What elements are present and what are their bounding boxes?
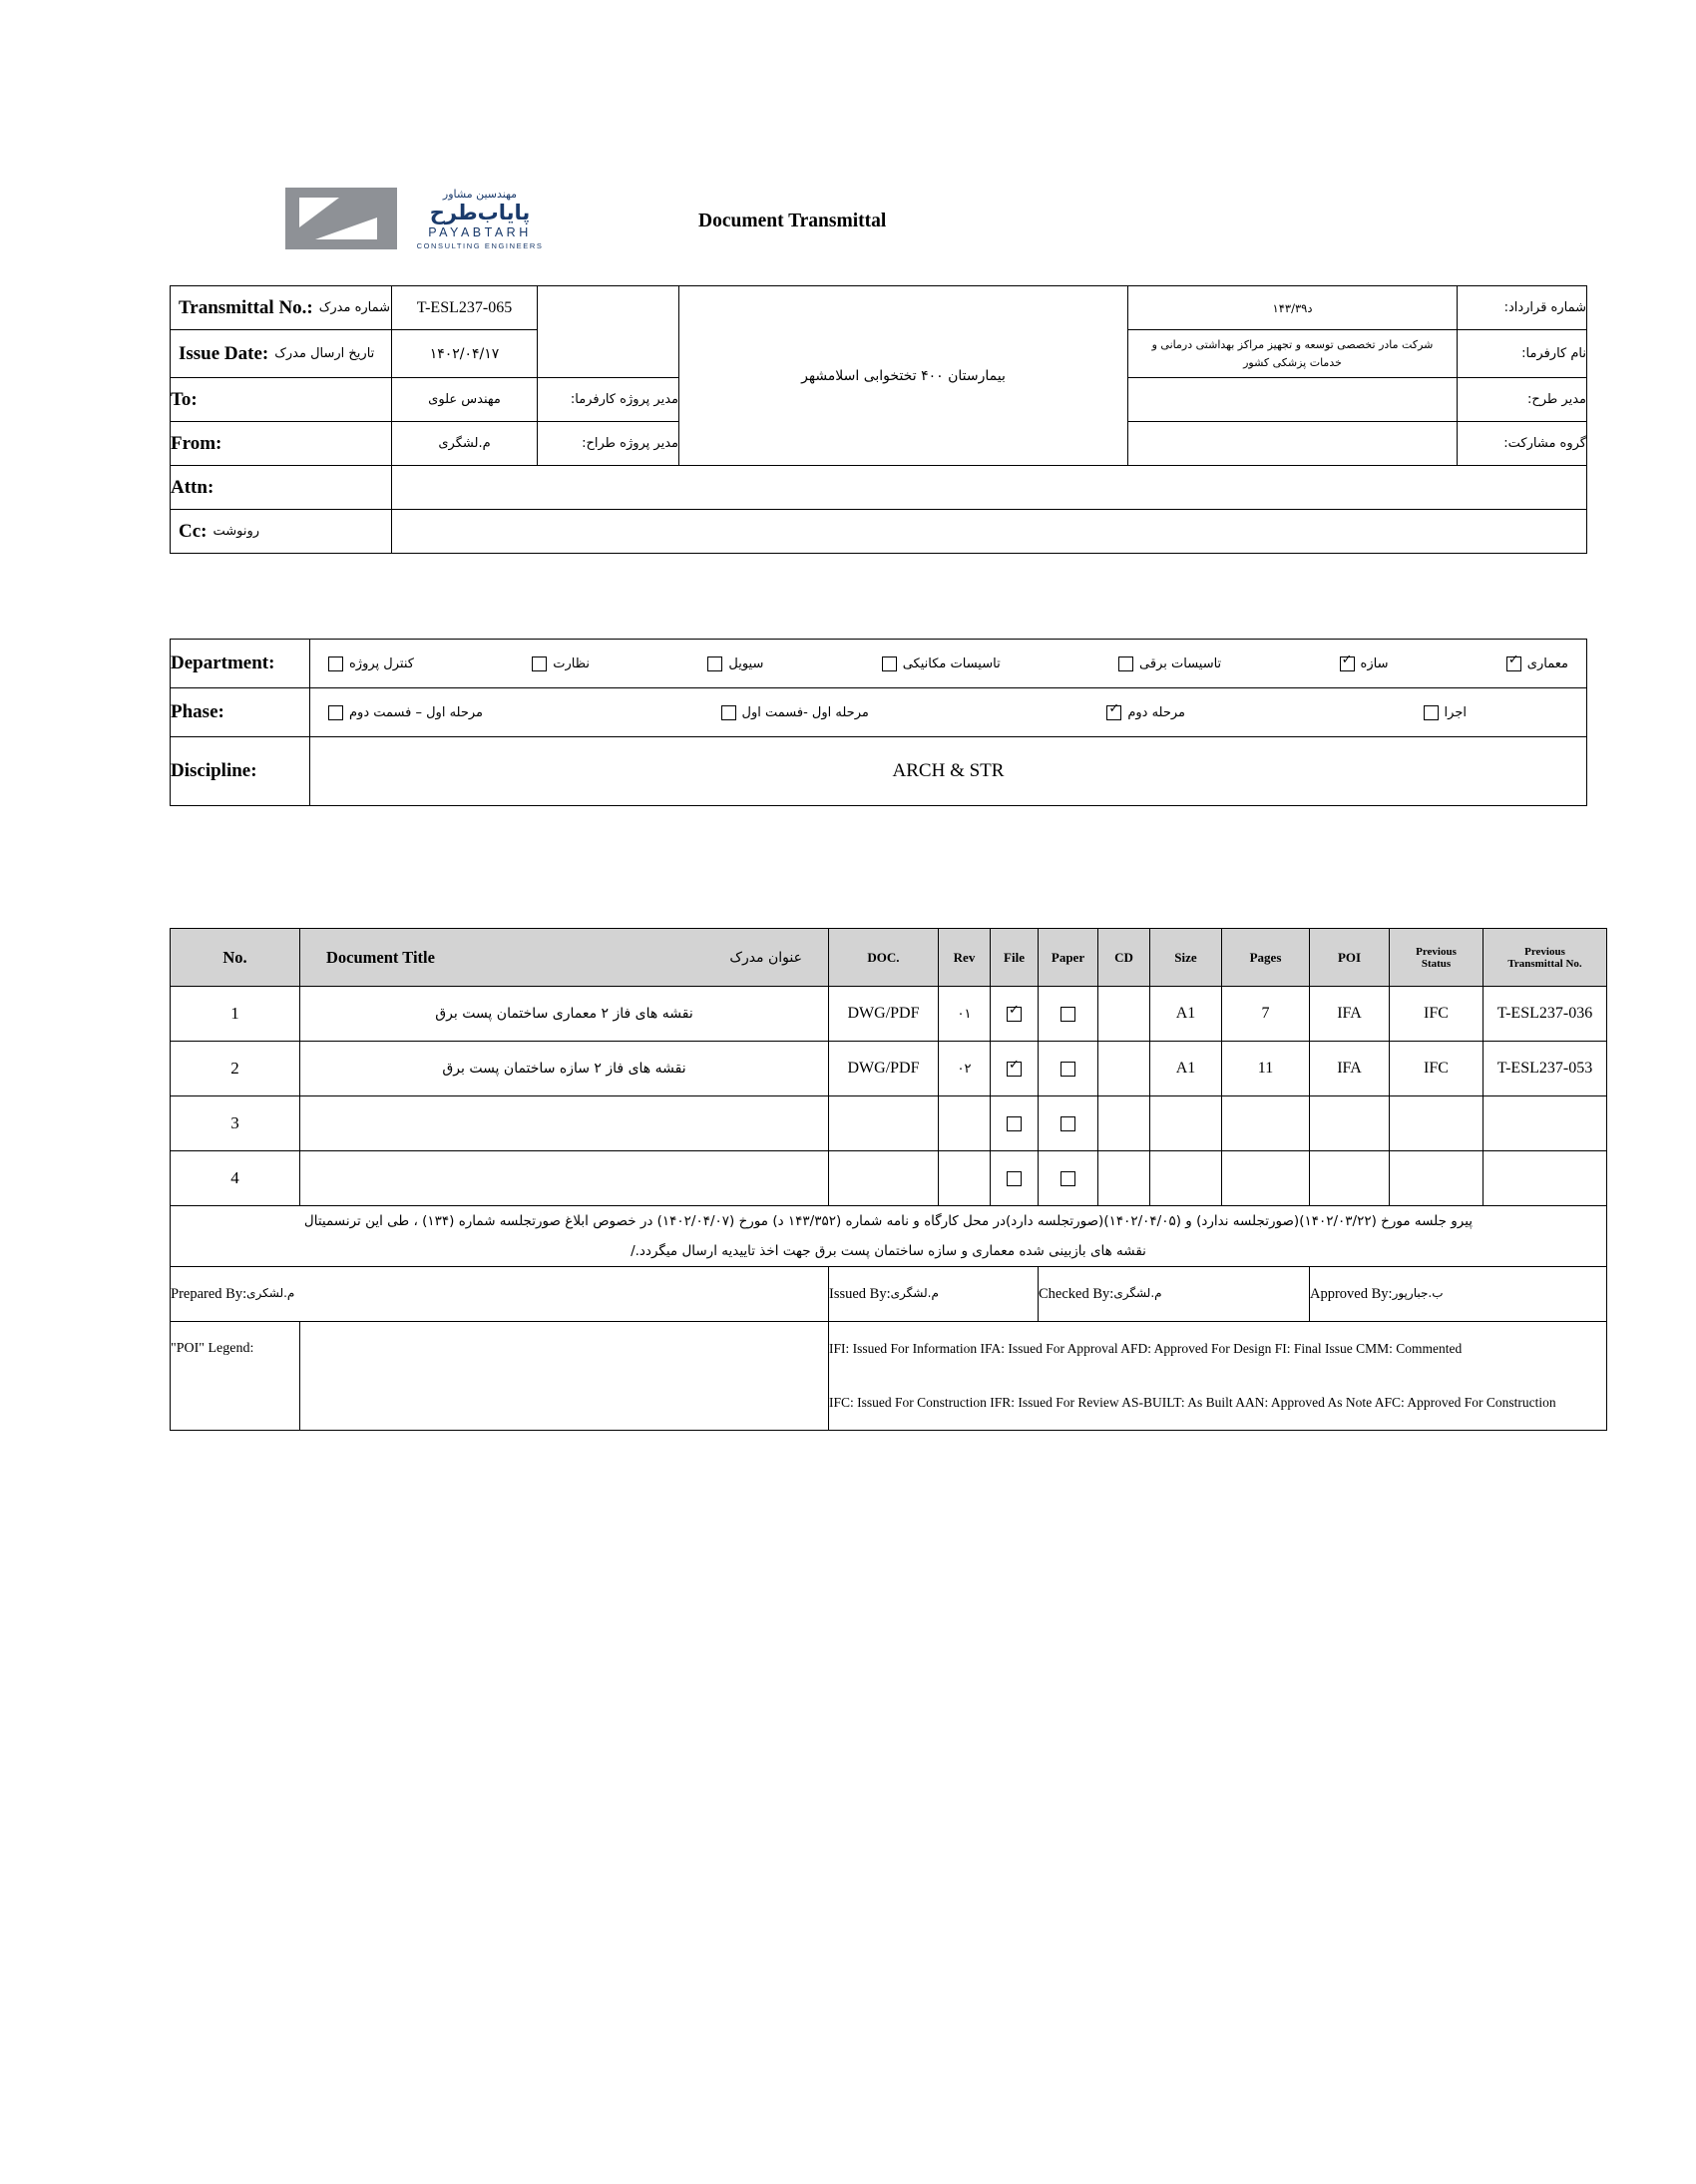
legend-label-empty [171,1376,300,1431]
col-previous-transmittal-line2: Transmittal No. [1507,957,1582,970]
row-previous-status: IFC [1390,987,1484,1042]
row-pages[interactable] [1222,1096,1310,1151]
row-file[interactable] [991,1151,1039,1206]
page-title: Document Transmittal [698,211,887,231]
checkbox-icon[interactable] [1506,656,1521,671]
dept-option-label: سیویل [728,655,764,671]
row-cd[interactable] [1098,987,1150,1042]
row-previous-status[interactable] [1390,1096,1484,1151]
logo-mark-icon [285,188,397,249]
row-file[interactable] [991,1096,1039,1151]
row-size: A1 [1150,987,1222,1042]
signature-prepared-by[interactable] [171,1267,829,1322]
employer-value: شرکت مادر تخصصی توسعه و تجهیز مراکز بهداشتی درمانی و خدمات پزشکی کشور [1128,330,1458,378]
row-poi: IFA [1310,1042,1390,1096]
phase-option-label: مرحله اول – فسمت دوم [349,704,484,720]
note-line-1: پیرو جلسه مورخ (۱۴۰۲/۰۳/۲۲)(صورتجلسه ندارد) و (۱۴۰۲/۰۴/۰۵)(صورتجلسه دارد)در محل کارگاه و نامه شماره (۱۴۳/۳۵۲ د) مورخ (۱۴۰۲/۰۴/۰۷) در خصوص ابلاغ صورتجلسه شماره (۱۳۴) ، طی این ترنسمیتال [303,1213,1474,1229]
cc-label-en: Cc: [179,520,208,542]
row-no: 1 [171,987,300,1042]
to-value: مهندس علوی [392,378,538,422]
row-previous-transmittal: T-ESL237-036 [1484,987,1607,1042]
row-doc[interactable] [829,1096,939,1151]
row-previous-status: IFC [1390,1042,1484,1096]
phase-option-ejra[interactable] [1424,705,1467,720]
row-no: 4 [171,1151,300,1206]
col-paper: Paper [1039,929,1098,987]
signature-value: ب.جبارپور [1392,1285,1444,1300]
phase-option-label: مرحله اول -فسمت اول [741,704,869,720]
legend-line-1: IFI: Issued For Information IFA: Issued For Approval AFD: Approved For Design FI: Final Issue CMM: Commented [829,1322,1607,1377]
col-pages: Pages [1222,929,1310,987]
classification-table [170,639,1587,806]
table-row [171,1151,1607,1206]
row-poi[interactable] [1310,1151,1390,1206]
dept-option-label: کنترل پروژه [349,655,414,671]
phase-option-two[interactable] [1106,705,1185,720]
transmittal-no-label-en: Transmittal No.: [179,296,313,318]
signature-value: م.لشکری [246,1285,295,1300]
checkbox-icon[interactable] [1060,1007,1075,1022]
checkbox-icon[interactable] [1340,656,1355,671]
phase-options [310,688,1587,737]
checkbox-icon[interactable] [328,705,343,720]
col-cd: CD [1098,929,1150,987]
row-previous-transmittal[interactable] [1484,1151,1607,1206]
legend-label: "POI" Legend: [171,1322,300,1377]
partnership-label: گروه مشارکت: [1458,422,1587,466]
row-rev[interactable] [939,1151,991,1206]
row-doc: DWG/PDF [829,987,939,1042]
table-row [171,1096,1607,1151]
dept-option-memari[interactable] [1506,656,1568,671]
row-rev: ۰۲ [939,1042,991,1096]
legend-spacer [300,1322,829,1377]
dept-option-label: تاسیسات مکانیکی [902,655,1001,671]
logo-line-3: PAYABTARH [428,225,532,239]
row-size[interactable] [1150,1151,1222,1206]
checkbox-icon[interactable] [1060,1171,1075,1186]
to-label: To: [171,378,392,422]
signature-label: Approved By: [1310,1285,1393,1302]
dept-option-label: سازه [1360,655,1389,671]
dept-option-label: معماری [1526,655,1568,671]
row-doc[interactable] [829,1151,939,1206]
table-row [171,1042,1607,1096]
cc-value[interactable] [392,510,1587,554]
signature-approved-by[interactable] [1310,1267,1607,1322]
note-row [171,1206,1607,1267]
project-name-cell: بیمارستان ۴۰۰ تختخوابی اسلامشهر [679,286,1128,466]
col-no: No. [171,929,300,987]
discipline-value: ARCH & STR [310,737,1587,806]
col-previous-status-line1: Previous [1416,945,1457,958]
dept-option-civil[interactable] [707,656,763,671]
logo-line-2: پایاب‌طرح [429,201,531,224]
phase-option-label: اجرا [1444,704,1467,720]
department-label: Department: [171,640,310,688]
checkbox-icon[interactable] [1106,705,1121,720]
checkbox-icon[interactable] [1007,1007,1022,1022]
col-size: Size [1150,929,1222,987]
col-title-en: Document Title [326,947,435,967]
row-title: نقشه های فاز ۲ سازه ساختمان پست برق [300,1042,829,1096]
transmittal-no-value: T-ESL237-065 [392,286,538,330]
legend-line-2: IFC: Issued For Construction IFR: Issued For Review AS-BUILT: As Built AAN: Approved As Note AFC: Approved For Construction [829,1376,1607,1431]
dept-option-sazeh[interactable] [1340,656,1389,671]
col-poi: POI [1310,929,1390,987]
row-cd[interactable] [1098,1042,1150,1096]
signature-value: م.لشگری [890,1285,939,1300]
phase-label: Phase: [171,688,310,737]
row-previous-transmittal: T-ESL237-053 [1484,1042,1607,1096]
row-pages[interactable] [1222,1151,1310,1206]
row-title: نقشه های فاز ۲ معماری ساختمان پست برق [300,987,829,1042]
col-previous-status [1390,929,1484,987]
checkbox-icon[interactable] [1424,705,1439,720]
checkbox-icon[interactable] [1060,1116,1075,1131]
row-file[interactable] [991,1042,1039,1096]
signature-label: Prepared By: [171,1285,247,1302]
row-rev: ۰۱ [939,987,991,1042]
col-doc: DOC. [829,929,939,987]
logo-text [405,188,555,250]
checkbox-icon[interactable] [721,705,736,720]
row-previous-status[interactable] [1390,1151,1484,1206]
row-size: A1 [1150,1042,1222,1096]
signature-row [171,1267,1607,1322]
row-no: 3 [171,1096,300,1151]
checkbox-icon[interactable] [1007,1171,1022,1186]
checkbox-icon[interactable] [1007,1116,1022,1131]
from-role-label: مدیر پروژه طراح: [538,422,679,466]
transmittal-info-table [170,285,1587,554]
row-file[interactable] [991,987,1039,1042]
row-cd[interactable] [1098,1096,1150,1151]
legend-row-2 [171,1376,1607,1431]
from-value: م.لشگری [392,422,538,466]
col-title-fa: عنوان مدرک [729,949,802,966]
signature-issued-by[interactable] [829,1267,1039,1322]
transmittal-no-label-fa: شماره مدرک [318,300,391,315]
checkbox-icon[interactable] [532,656,547,671]
col-file: File [991,929,1039,987]
row-poi[interactable] [1310,1096,1390,1151]
contract-no-label: شماره قرارداد: [1458,286,1587,330]
row-issue-date-label [171,330,392,378]
dept-option-label: نظارت [553,655,591,671]
row-paper[interactable] [1039,987,1098,1042]
dept-option-supervision[interactable] [532,656,590,671]
phase-option-label: مرحله دوم [1127,704,1186,720]
row-no: 2 [171,1042,300,1096]
phase-option-one-part-one[interactable] [721,705,869,720]
row-poi: IFA [1310,987,1390,1042]
row-paper[interactable] [1039,1042,1098,1096]
partnership-value [1128,422,1458,466]
documents-table [170,928,1607,1431]
row-cd[interactable] [1098,1151,1150,1206]
col-previous-status-line2: Status [1421,957,1452,970]
dept-option-label: تاسیسات برقی [1139,655,1222,671]
checkbox-icon[interactable] [707,656,722,671]
design-manager-label: مدیر طرح: [1458,378,1587,422]
note-cell [171,1206,1607,1267]
spacer-cell-a [538,286,679,378]
row-rev[interactable] [939,1096,991,1151]
row-paper[interactable] [1039,1096,1098,1151]
note-line-2: نقشه های بازبینی شده معماری و سازه ساختمان پست برق جهت اخذ تاییدیه ارسال میگردد./ [631,1243,1146,1259]
row-title[interactable] [300,1096,829,1151]
signature-checked-by[interactable] [1039,1267,1310,1322]
issue-date-label-fa: تاریخ ارسال مدرک [274,346,375,361]
legend-row-1 [171,1322,1607,1377]
design-manager-value [1128,378,1458,422]
signature-label: Checked By: [1039,1285,1114,1302]
signature-value: م.لشگری [1113,1285,1162,1300]
col-rev: Rev [939,929,991,987]
dept-option-project-control[interactable] [328,656,414,671]
col-previous-transmittal [1484,929,1607,987]
logo-line-1: مهندسین مشاور [442,188,518,201]
checkbox-icon[interactable] [882,656,897,671]
company-logo [285,188,555,251]
row-previous-transmittal[interactable] [1484,1096,1607,1151]
row-paper[interactable] [1039,1151,1098,1206]
row-pages: 7 [1222,987,1310,1042]
from-label: From: [171,422,392,466]
signature-label: Issued By: [829,1285,891,1302]
legend-spacer-2 [300,1376,829,1431]
checkbox-icon[interactable] [1118,656,1133,671]
checkbox-icon[interactable] [328,656,343,671]
department-options [310,640,1587,688]
row-doc: DWG/PDF [829,1042,939,1096]
row-pages: 11 [1222,1042,1310,1096]
issue-date-label-en: Issue Date: [179,342,269,364]
dept-option-electrical[interactable] [1118,656,1221,671]
attn-value[interactable] [392,466,1587,510]
employer-label: نام کارفرما: [1458,330,1587,378]
discipline-label: Discipline: [171,737,310,806]
col-previous-transmittal-line1: Previous [1524,945,1565,958]
cc-label [171,510,392,554]
phase-option-one-part-two[interactable] [328,705,483,720]
contract-no-value: د۱۴۳/۳۹ [1128,286,1458,330]
table-row [171,987,1607,1042]
cc-label-fa: رونوشت [212,524,260,539]
issue-date-value: ۱۴۰۲/۰۴/۱۷ [392,330,538,378]
attn-label: Attn: [171,466,392,510]
checkbox-icon[interactable] [1007,1062,1022,1077]
dept-option-mechanical[interactable] [882,656,1001,671]
logo-line-4: CONSULTING ENGINEERS [416,241,544,250]
row-size[interactable] [1150,1096,1222,1151]
row-transmittal-no-label [171,286,392,330]
checkbox-icon[interactable] [1060,1062,1075,1077]
row-title[interactable] [300,1151,829,1206]
col-title [300,929,829,987]
to-role-label: مدیر پروژه کارفرما: [538,378,679,422]
